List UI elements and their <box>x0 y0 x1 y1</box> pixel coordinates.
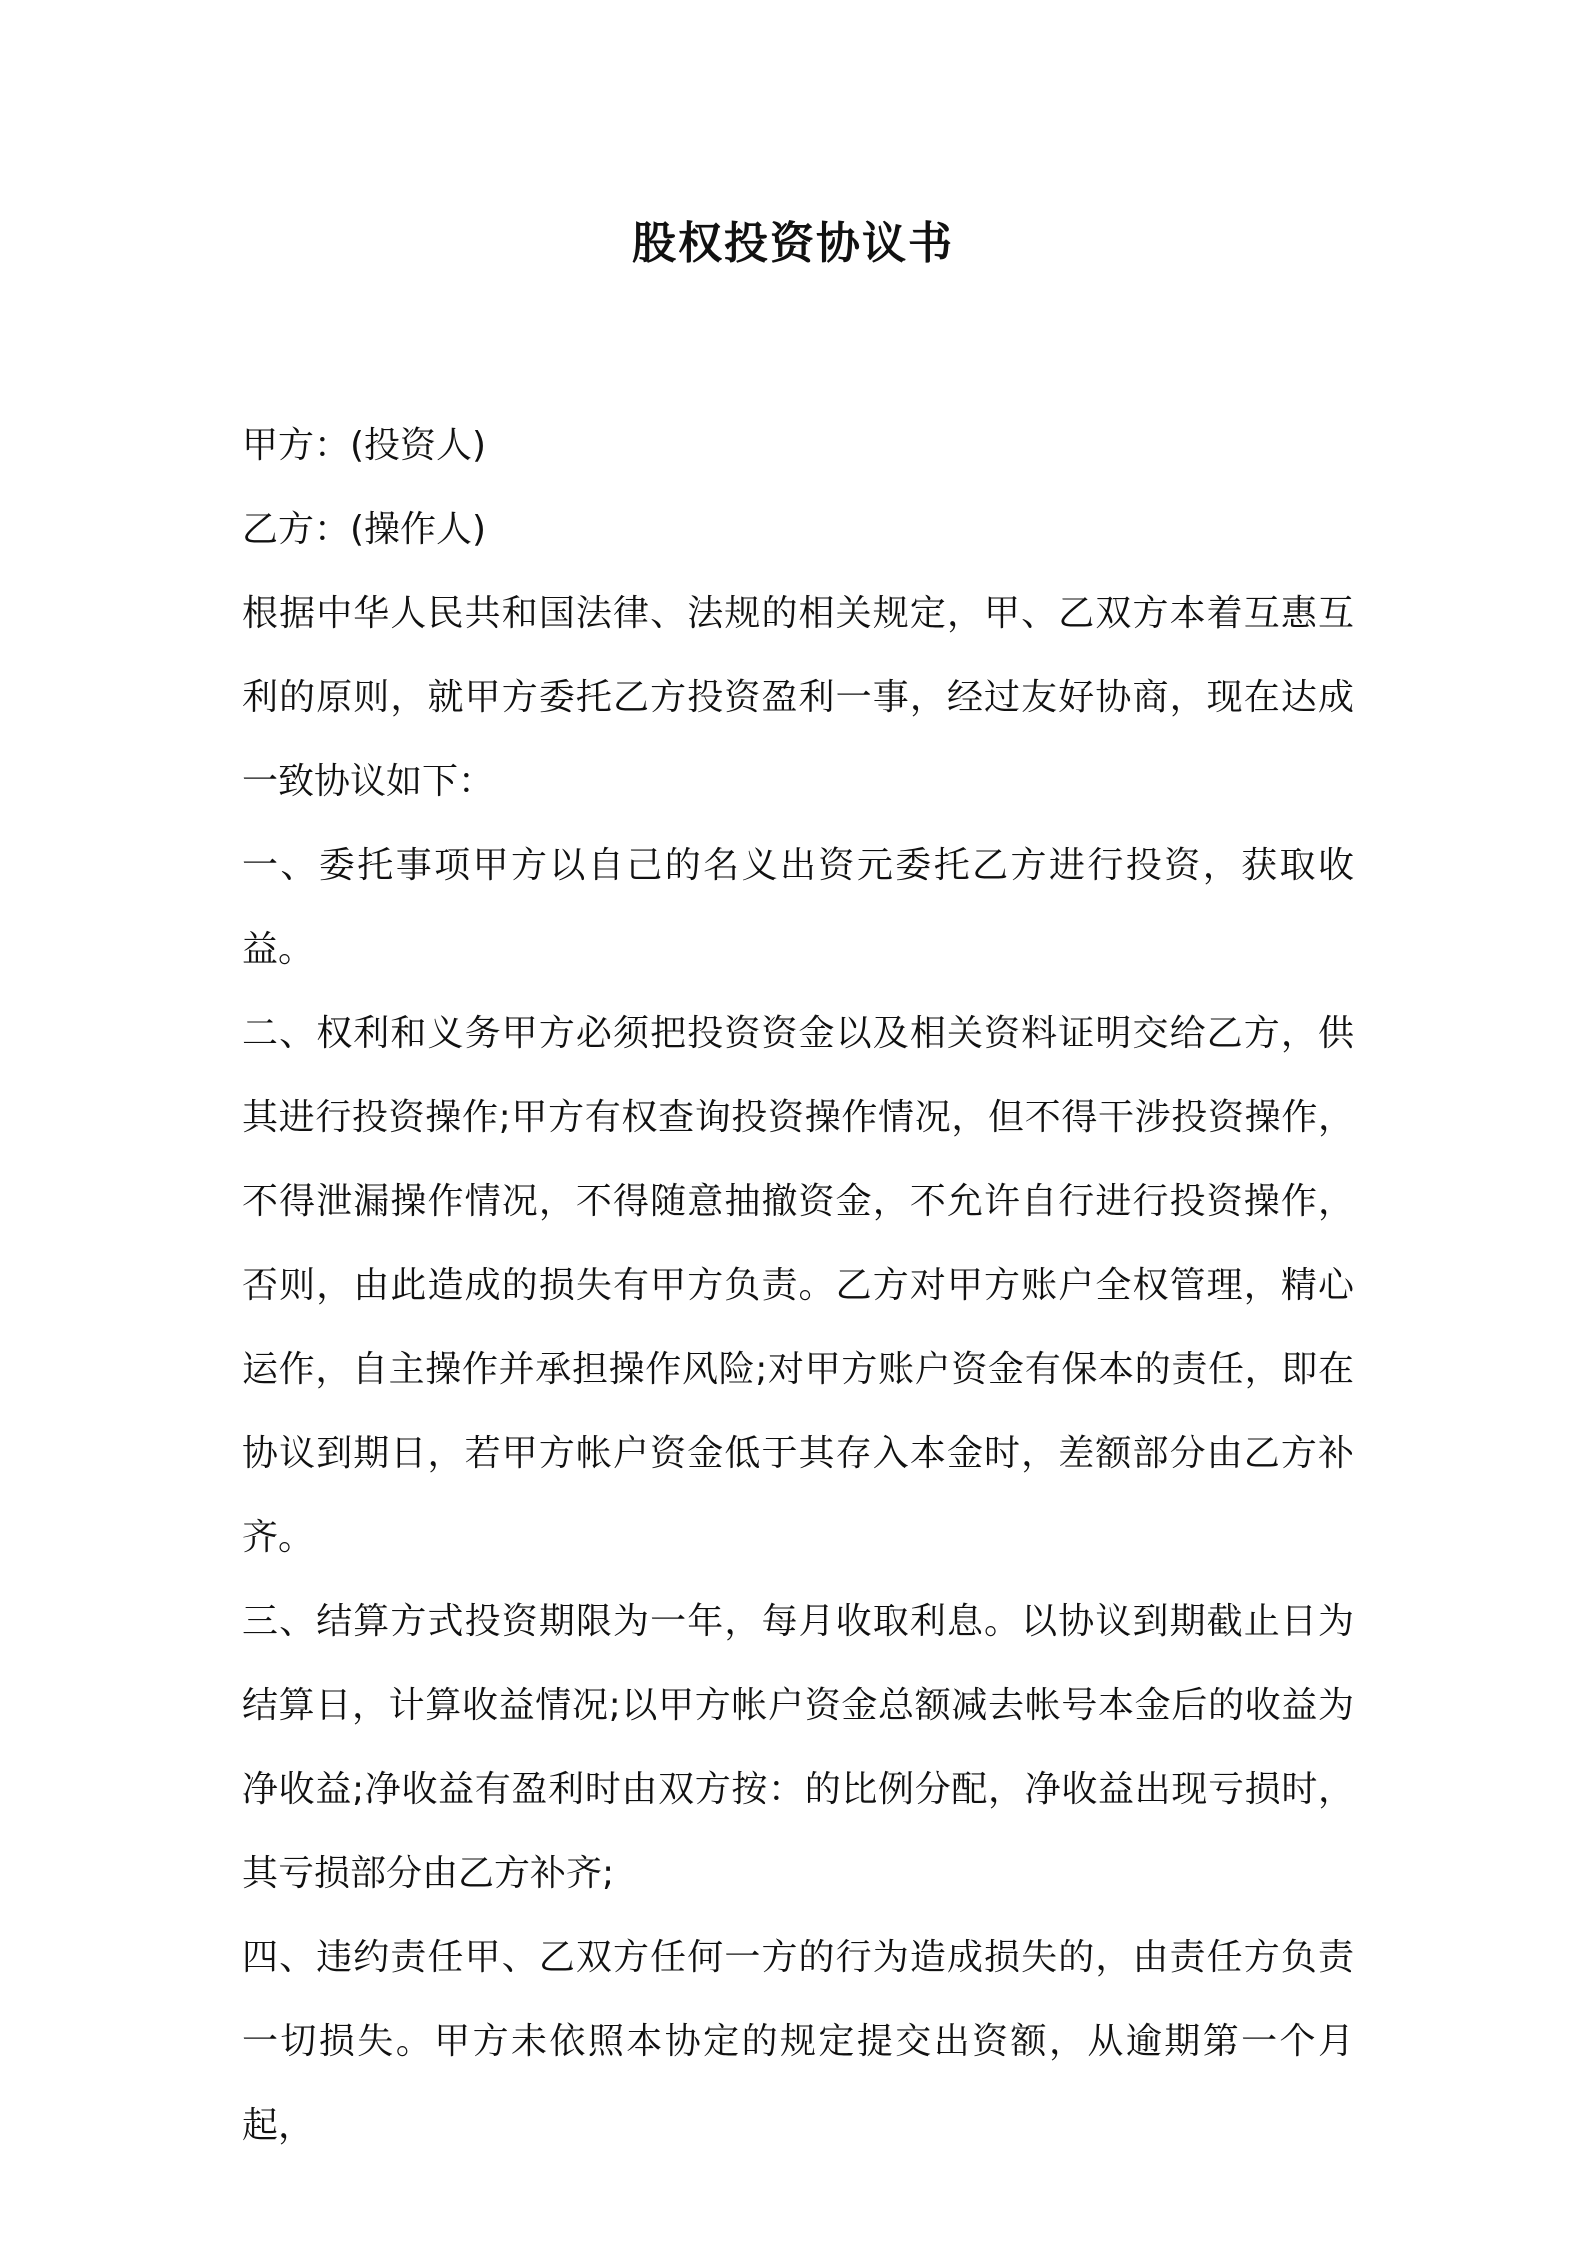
clause-3-paragraph: 三、结算方式投资期限为一年，每月收取利息。以协议到期截止日为结算日，计算收益情况;以甲方帐户资金总额减去帐号本金后的收益为净收益;净收益有盈利时由双方按：的比例分配，净收益出现亏损时，其亏损部分由乙方补齐; <box>242 1601 1354 1894</box>
document-title: 股权投资协议书 <box>632 218 954 269</box>
clause-1-paragraph: 一、委托事项甲方以自己的名义出资元委托乙方进行投资，获取收益。 <box>242 845 1354 970</box>
clause-2-paragraph: 二、权利和义务甲方必须把投资资金以及相关资料证明交给乙方，供其进行投资操作;甲方有权查询投资操作情况，但不得干涉投资操作，不得泄漏操作情况，不得随意抽撤资金，不允许自行进行投资操作，否则，由此造成的损失有甲方负责。乙方对甲方账户全权管理，精心运作，自主操作并承担操作风险;对甲方账户资金有保本的责任，即在协议到期日，若甲方帐户资金低于其存入本金时，差额部分由乙方补齐。 <box>242 1013 1354 1558</box>
clause-4-paragraph: 四、违约责任甲、乙双方任何一方的行为造成损失的，由责任方负责一切损失。甲方未依照本协定的规定提交出资额，从逾期第一个月起， <box>242 1937 1354 2146</box>
document-body <box>242 404 1354 2168</box>
party-b-line: 乙方：(操作人) <box>242 509 487 550</box>
party-a-line: 甲方：(投资人) <box>242 425 487 466</box>
preamble-paragraph: 根据中华人民共和国法律、法规的相关规定，甲、乙双方本着互惠互利的原则，就甲方委托乙方投资盈利一事，经过友好协商，现在达成一致协议如下： <box>242 593 1354 802</box>
